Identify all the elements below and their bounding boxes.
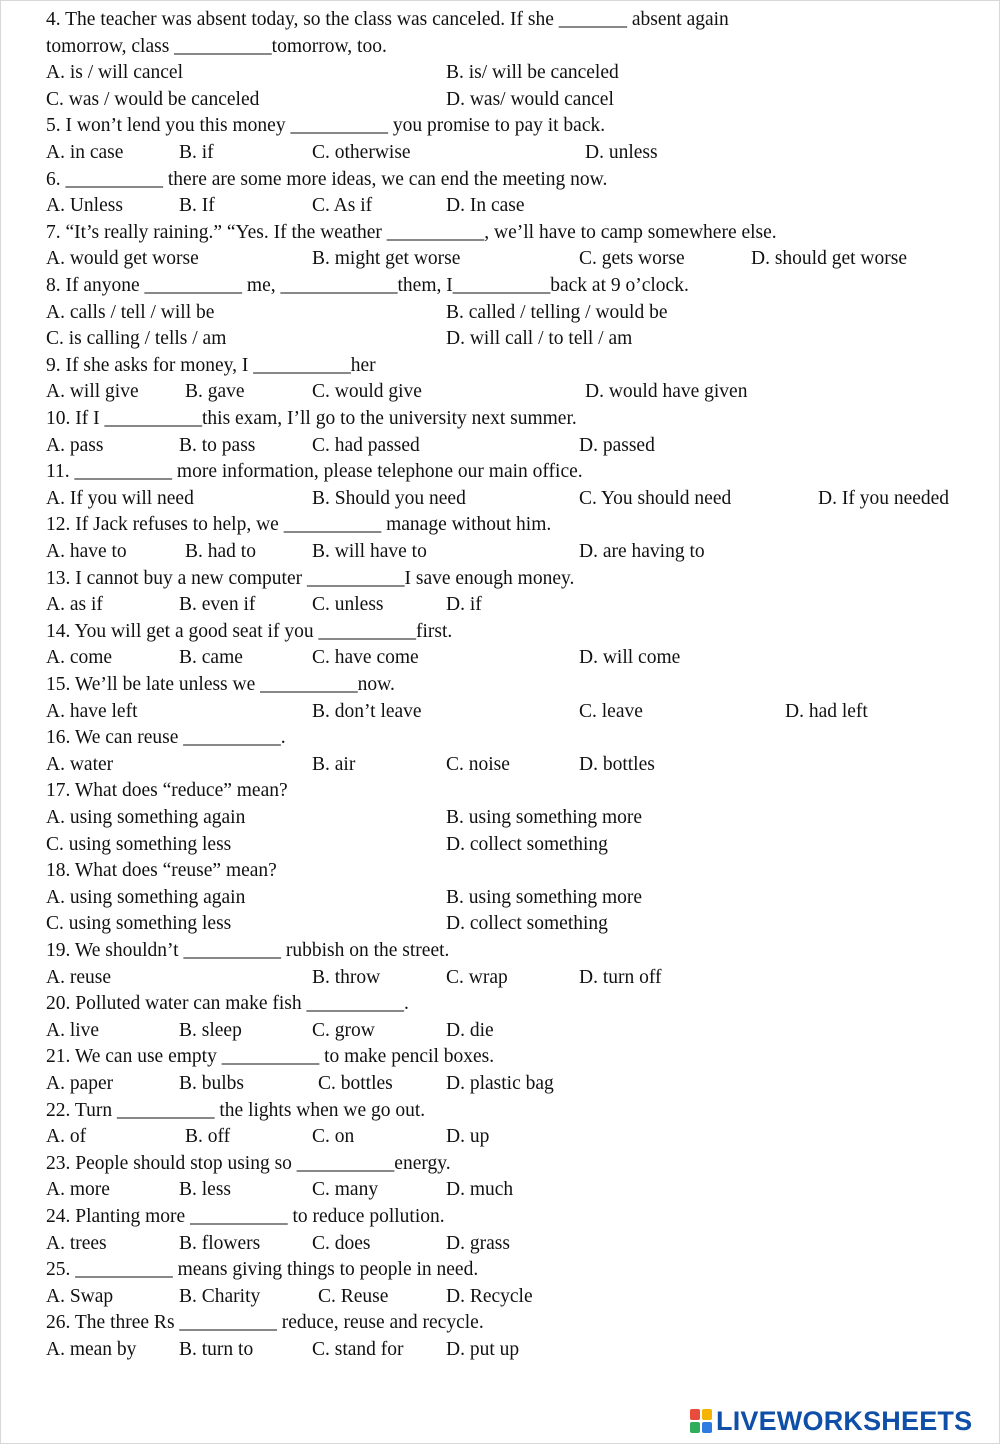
options-line bbox=[0, 326, 1000, 353]
logo-square-red bbox=[690, 1409, 700, 1420]
question-line bbox=[0, 7, 1000, 34]
question-line bbox=[0, 1257, 1000, 1284]
answer-option: B. using something more bbox=[446, 886, 643, 908]
options-line bbox=[0, 486, 1000, 513]
answer-option: B. Should you need bbox=[312, 487, 466, 509]
answer-option: C. grow bbox=[312, 1019, 375, 1041]
question-text: 8. If anyone __________ me, ____________them, I__________back at 9 o’clock. bbox=[46, 275, 689, 296]
answer-option: A. trees bbox=[46, 1232, 107, 1254]
answer-option: D. had left bbox=[785, 700, 868, 722]
answer-option: B. called / telling / would be bbox=[446, 301, 668, 323]
answer-option: D. passed bbox=[579, 434, 655, 456]
question-line bbox=[0, 672, 1000, 699]
answer-option: B. off bbox=[185, 1126, 231, 1148]
options-line bbox=[0, 1018, 1000, 1045]
question-line bbox=[0, 1151, 1000, 1178]
question-text: 17. What does “reduce” mean? bbox=[46, 780, 288, 802]
options-line bbox=[0, 1284, 1000, 1311]
logo-square-green bbox=[690, 1422, 700, 1433]
answer-option: B. throw bbox=[312, 966, 381, 988]
answer-option: A. live bbox=[46, 1019, 100, 1041]
answer-option: D. In case bbox=[446, 195, 525, 217]
question-text: 11. __________ more information, please telephone our main office. bbox=[46, 461, 583, 483]
answer-option: D. will call / to tell / am bbox=[446, 328, 633, 350]
answer-option: D. will come bbox=[579, 647, 681, 669]
options-line bbox=[0, 246, 1000, 273]
answer-option: C. wrap bbox=[446, 966, 508, 988]
question-text: 15. We’ll be late unless we __________now. bbox=[46, 674, 395, 695]
answer-option: C. Reuse bbox=[318, 1285, 389, 1307]
answer-option: C. You should need bbox=[579, 487, 732, 509]
logo-square-blue bbox=[702, 1422, 712, 1433]
question-line bbox=[0, 1204, 1000, 1231]
answer-option: A. is / will cancel bbox=[46, 62, 184, 84]
answer-option: B. air bbox=[312, 753, 356, 775]
question-text: 22. Turn __________ the lights when we go out. bbox=[46, 1099, 426, 1121]
answer-option: B. if bbox=[179, 142, 214, 163]
answer-option: C. bottles bbox=[318, 1073, 393, 1094]
answer-option: C. unless bbox=[312, 594, 384, 616]
question-text: 20. Polluted water can make fish __________. bbox=[46, 993, 409, 1015]
question-line bbox=[0, 725, 1000, 752]
liveworksheets-logo-icon bbox=[690, 1409, 712, 1433]
question-text: 18. What does “reuse” mean? bbox=[46, 860, 277, 882]
answer-option: D. would have given bbox=[585, 381, 748, 403]
question-text: 6. __________ there are some more ideas, we can end the meeting now. bbox=[46, 168, 608, 190]
question-text: 4. The teacher was absent today, so the class was canceled. If she _______ absent again bbox=[46, 9, 729, 30]
question-line bbox=[0, 406, 1000, 433]
answer-option: A. will give bbox=[46, 381, 139, 403]
options-line bbox=[0, 805, 1000, 832]
options-line bbox=[0, 965, 1000, 992]
answer-option: D. are having to bbox=[579, 541, 705, 562]
answer-option: A. have to bbox=[46, 541, 127, 562]
answer-option: D. bottles bbox=[579, 753, 655, 775]
answer-option: A. Unless bbox=[46, 195, 123, 217]
answer-option: C. have come bbox=[312, 647, 419, 669]
question-line bbox=[0, 1044, 1000, 1071]
answer-option: A. would get worse bbox=[46, 248, 199, 270]
answer-option: A. using something again bbox=[46, 886, 246, 908]
question-line bbox=[0, 566, 1000, 593]
question-line bbox=[0, 778, 1000, 805]
answer-option: A. of bbox=[46, 1126, 87, 1148]
options-line bbox=[0, 1231, 1000, 1258]
answer-option: A. calls / tell / will be bbox=[46, 301, 215, 323]
answer-option: D. collect something bbox=[446, 913, 608, 935]
answer-option: B. sleep bbox=[179, 1019, 242, 1041]
logo-square-yellow bbox=[702, 1409, 712, 1420]
answer-option: B. don’t leave bbox=[312, 700, 422, 722]
answer-option: A. using something again bbox=[46, 807, 246, 828]
options-line bbox=[0, 1124, 1000, 1151]
answer-option: C. many bbox=[312, 1179, 379, 1201]
options-line bbox=[0, 60, 1000, 87]
question-text: 7. “It’s really raining.” “Yes. If the weather __________, we’ll have to camp somewhere else. bbox=[46, 221, 777, 243]
question-line bbox=[0, 512, 1000, 539]
answer-option: A. pass bbox=[46, 434, 104, 456]
answer-option: B. using something more bbox=[446, 807, 643, 828]
answer-option: A. reuse bbox=[46, 966, 111, 988]
question-text: 19. We shouldn’t __________ rubbish on the street. bbox=[46, 940, 450, 961]
answer-option: C. using something less bbox=[46, 833, 232, 855]
answer-option: A. water bbox=[46, 753, 114, 775]
question-line bbox=[0, 619, 1000, 646]
answer-option: C. stand for bbox=[312, 1339, 404, 1360]
answer-option: A. If you will need bbox=[46, 487, 194, 509]
question-text: 5. I won’t lend you this money __________ you promise to pay it back. bbox=[46, 115, 606, 137]
answer-option: A. come bbox=[46, 647, 113, 669]
answer-option: A. have left bbox=[46, 700, 138, 722]
question-text: 14. You will get a good seat if you __________first. bbox=[46, 620, 453, 642]
options-line bbox=[0, 539, 1000, 566]
question-line bbox=[0, 167, 1000, 194]
options-line bbox=[0, 645, 1000, 672]
answer-option: B. had to bbox=[185, 541, 256, 562]
options-line bbox=[0, 140, 1000, 167]
answer-option: B. might get worse bbox=[312, 248, 461, 270]
answer-option: D. was/ would cancel bbox=[446, 88, 614, 110]
answer-option: D. much bbox=[446, 1179, 514, 1201]
answer-option: C. would give bbox=[312, 381, 422, 403]
answer-option: C. leave bbox=[579, 700, 643, 722]
answer-option: C. As if bbox=[312, 195, 373, 217]
question-line bbox=[0, 34, 1000, 61]
question-line bbox=[0, 938, 1000, 965]
answer-option: D. should get worse bbox=[751, 248, 907, 270]
answer-option: B. If bbox=[179, 195, 215, 217]
options-line bbox=[0, 87, 1000, 114]
answer-option: C. does bbox=[312, 1232, 371, 1254]
answer-option: A. paper bbox=[46, 1073, 114, 1094]
answer-option: C. gets worse bbox=[579, 248, 685, 270]
answer-option: B. even if bbox=[179, 594, 256, 616]
answer-option: A. as if bbox=[46, 594, 103, 616]
question-line bbox=[0, 991, 1000, 1018]
question-line bbox=[0, 273, 1000, 300]
options-line bbox=[0, 433, 1000, 460]
answer-option: D. if bbox=[446, 594, 482, 616]
answer-option: D. put up bbox=[446, 1339, 520, 1360]
answer-option: D. plastic bag bbox=[446, 1073, 554, 1094]
answer-option: D. turn off bbox=[579, 966, 662, 988]
answer-option: B. less bbox=[179, 1179, 232, 1201]
question-text: 12. If Jack refuses to help, we __________ manage without him. bbox=[46, 514, 552, 536]
question-line bbox=[0, 858, 1000, 885]
answer-option: A. more bbox=[46, 1179, 110, 1201]
question-line bbox=[0, 459, 1000, 486]
answer-option: C. is calling / tells / am bbox=[46, 328, 227, 350]
question-text: 10. If I __________this exam, I’ll go to the university next summer. bbox=[46, 408, 577, 429]
options-line bbox=[0, 300, 1000, 327]
options-line bbox=[0, 379, 1000, 406]
liveworksheets-wordmark: LIVEWORKSHEETS bbox=[716, 1405, 973, 1436]
question-text: 13. I cannot buy a new computer __________I save enough money. bbox=[46, 567, 575, 589]
answer-option: C. was / would be canceled bbox=[46, 88, 260, 110]
question-text: tomorrow, class __________tomorrow, too. bbox=[46, 35, 387, 57]
question-text: 26. The three Rs __________ reduce, reuse and recycle. bbox=[46, 1312, 484, 1334]
answer-option: D. grass bbox=[446, 1232, 510, 1254]
answer-option: C. otherwise bbox=[312, 142, 411, 163]
options-line bbox=[0, 752, 1000, 779]
answer-option: B. flowers bbox=[179, 1232, 261, 1254]
answer-option: B. bulbs bbox=[179, 1073, 245, 1094]
answer-option: C. using something less bbox=[46, 913, 232, 935]
question-text: 24. Planting more __________ to reduce pollution. bbox=[46, 1206, 445, 1227]
answer-option: B. is/ will be canceled bbox=[446, 62, 619, 84]
answer-option: A. in case bbox=[46, 142, 124, 163]
answer-option: B. will have to bbox=[312, 541, 427, 562]
question-text: 9. If she asks for money, I __________her bbox=[46, 354, 376, 376]
answer-option: C. on bbox=[312, 1126, 355, 1148]
answer-option: B. gave bbox=[185, 381, 245, 403]
answer-option: D. Recycle bbox=[446, 1285, 533, 1307]
answer-option: B. to pass bbox=[179, 434, 256, 456]
options-line bbox=[0, 1337, 1000, 1364]
options-line bbox=[0, 592, 1000, 619]
answer-option: B. Charity bbox=[179, 1285, 261, 1307]
question-line bbox=[0, 353, 1000, 380]
question-text: 16. We can reuse __________. bbox=[46, 727, 286, 749]
answer-option: B. came bbox=[179, 647, 243, 669]
options-line bbox=[0, 193, 1000, 220]
question-line bbox=[0, 113, 1000, 140]
answer-option: D. unless bbox=[585, 142, 658, 163]
answer-option: D. up bbox=[446, 1126, 490, 1148]
question-text: 25. __________ means giving things to people in need. bbox=[46, 1259, 479, 1281]
options-line bbox=[0, 832, 1000, 859]
question-text: 23. People should stop using so __________energy. bbox=[46, 1152, 451, 1174]
answer-option: A. Swap bbox=[46, 1285, 114, 1307]
answer-option: B. turn to bbox=[179, 1339, 254, 1360]
question-line bbox=[0, 220, 1000, 247]
answer-option: C. had passed bbox=[312, 434, 420, 456]
liveworksheets-logo bbox=[690, 1403, 990, 1439]
answer-option: D. collect something bbox=[446, 833, 608, 855]
answer-option: D. die bbox=[446, 1019, 494, 1041]
answer-option: D. If you needed bbox=[818, 487, 950, 509]
question-text: 21. We can use empty __________ to make pencil boxes. bbox=[46, 1046, 495, 1068]
answer-option: A. mean by bbox=[46, 1339, 137, 1360]
options-line bbox=[0, 911, 1000, 938]
options-line bbox=[0, 885, 1000, 912]
options-line bbox=[0, 699, 1000, 726]
options-line bbox=[0, 1177, 1000, 1204]
answer-option: C. noise bbox=[446, 753, 510, 775]
question-line bbox=[0, 1310, 1000, 1337]
options-line bbox=[0, 1071, 1000, 1098]
question-line bbox=[0, 1098, 1000, 1125]
